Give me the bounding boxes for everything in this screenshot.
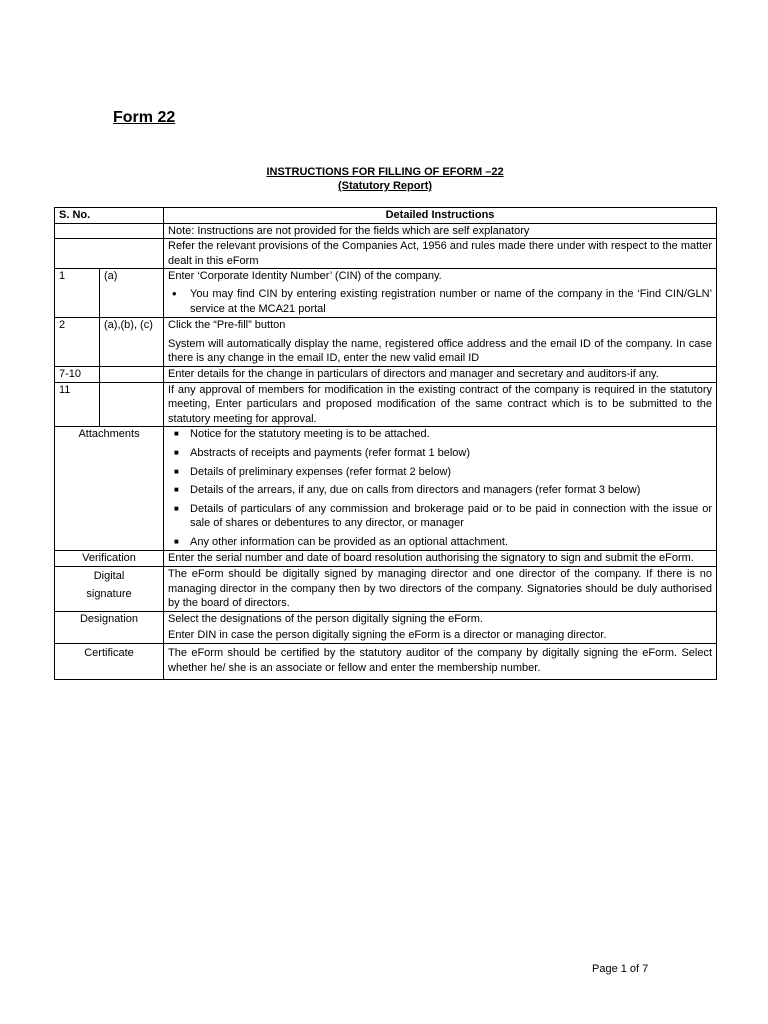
- form-title: Form 22: [113, 109, 176, 126]
- list-item: [168, 465, 712, 480]
- note-text: Note: Instructions are not provided for the fields which are self explanatory: [164, 223, 717, 239]
- bullet-text: You may find CIN by entering existing registration number or name of the company in the ‘Find CIN/GLN’ service at the MCA21 portal: [190, 287, 713, 315]
- attachments-list: [168, 427, 712, 549]
- list-item: [168, 446, 712, 461]
- table-row-2: [55, 318, 717, 367]
- attachment-text: Notice for the statutory meeting is to be attached.: [190, 428, 430, 441]
- instruction-line: The eForm should be certified by the statutory auditor of the company by digitally signing the eForm. Select whether he/ she is an associate or fellow and enter the membership number.: [168, 647, 713, 674]
- instruction-line: Enter details for the change in particulars of directors and manager and secretary and auditors-if any.: [168, 367, 659, 380]
- table-row-refer: [55, 239, 717, 269]
- certificate-label: Certificate: [55, 644, 164, 680]
- square-bullet-icon: ■: [174, 447, 179, 457]
- list-item: [168, 427, 712, 442]
- row-instructions: [164, 318, 717, 367]
- row-number: 2: [55, 318, 100, 367]
- row-instructions: [164, 269, 717, 318]
- bullet-dot-icon: •: [172, 285, 177, 301]
- list-item: [168, 483, 712, 498]
- digital-signature-label-line2: signature: [86, 588, 132, 601]
- list-item: [168, 502, 712, 531]
- header-detailed-instructions: Detailed Instructions: [164, 208, 717, 224]
- list-item: [168, 287, 712, 316]
- instruction-line: System will automatically display the name, registered office address and the email ID of the company. In case there is any change in the email ID, enter the new valid email ID: [168, 337, 713, 365]
- square-bullet-icon: ■: [174, 429, 179, 439]
- square-bullet-icon: ■: [174, 503, 179, 513]
- empty-cell: [55, 239, 164, 269]
- verification-label: Verification: [55, 551, 164, 567]
- bullet-list: [168, 287, 712, 316]
- refer-line: Refer the relevant provisions of the Companies Act, 1956 and rules made there under with respect to the matter dealt in this eForm: [168, 240, 713, 267]
- row-sub-item: [100, 382, 164, 427]
- attachment-text: Abstracts of receipts and payments (refer format 1 below): [190, 446, 471, 459]
- table-header-row: [55, 208, 717, 224]
- verification-instructions: [164, 551, 717, 567]
- header-sno: S. No.: [55, 208, 164, 224]
- row-number: 11: [55, 382, 100, 427]
- attachments-label: Attachments: [55, 427, 164, 551]
- instructions-heading: INSTRUCTIONS FOR FILLING OF EFORM –22: [266, 166, 504, 178]
- attachment-text: Details of particulars of any commission and brokerage paid or to be paid in connection with the issue or sale of shares or debentures to any director, or manager: [190, 502, 713, 530]
- instructions-subheading: (Statutory Report): [337, 180, 433, 192]
- row-instructions: [164, 382, 717, 427]
- digital-signature-label: [55, 567, 164, 612]
- certificate-instructions: [164, 644, 717, 680]
- table-row-4: [55, 382, 717, 427]
- table-row-designation: [55, 611, 717, 643]
- attachment-text: Any other information can be provided as an optional attachment.: [190, 535, 508, 548]
- instruction-line: The eForm should be digitally signed by managing director and one director of the company. If there is no managing director in the company then by two directors of the company. Signatories should be duly authorised by the board of directors.: [168, 568, 713, 610]
- instruction-line: Click the “Pre-fill” button: [168, 319, 286, 332]
- instructions-table: [54, 207, 717, 680]
- table-row-note: [55, 223, 717, 239]
- square-bullet-icon: ■: [174, 536, 179, 546]
- row-instructions: [164, 366, 717, 382]
- instruction-line: Enter DIN in case the person digitally signing the eForm is a director or managing director.: [168, 629, 607, 642]
- page-number: Page 1 of 7: [592, 963, 649, 975]
- table-row-3: [55, 366, 717, 382]
- digital-signature-instructions: [164, 567, 717, 612]
- instruction-line: Enter ‘Corporate Identity Number’ (CIN) of the company.: [168, 270, 442, 283]
- empty-cell: [55, 223, 164, 239]
- table-row-attachments: [55, 427, 717, 551]
- instruction-line: If any approval of members for modification in the existing contract of the company is required in the statutory meeting, Enter particulars and proposed modification of the same contract which is to be submitted to the statutory meeting for approval.: [168, 383, 713, 425]
- table-row-1: [55, 269, 717, 318]
- list-item: [168, 535, 712, 550]
- refer-text: [164, 239, 717, 269]
- row-sub-item: (a): [100, 269, 164, 318]
- row-number: 1: [55, 269, 100, 318]
- row-number: 7-10: [55, 366, 100, 382]
- instruction-line: Enter the serial number and date of board resolution authorising the signatory to sign and submit the eForm.: [168, 552, 694, 565]
- digital-signature-label-line1: Digital: [93, 570, 125, 583]
- attachments-instructions: [164, 427, 717, 551]
- table-row-verification: [55, 551, 717, 567]
- attachment-text: Details of the arrears, if any, due on calls from directors and managers (refer format 3 below): [190, 484, 641, 497]
- row-sub-item: (a),(b), (c): [100, 318, 164, 367]
- row-sub-item: [100, 366, 164, 382]
- designation-instructions: [164, 611, 717, 643]
- square-bullet-icon: ■: [174, 466, 179, 476]
- table-row-certificate: [55, 644, 717, 680]
- table-row-digital-signature: [55, 567, 717, 612]
- attachment-text: Details of preliminary expenses (refer format 2 below): [190, 465, 452, 478]
- square-bullet-icon: ■: [174, 485, 179, 495]
- designation-label: Designation: [55, 611, 164, 643]
- instruction-line: Select the designations of the person digitally signing the eForm.: [168, 612, 483, 625]
